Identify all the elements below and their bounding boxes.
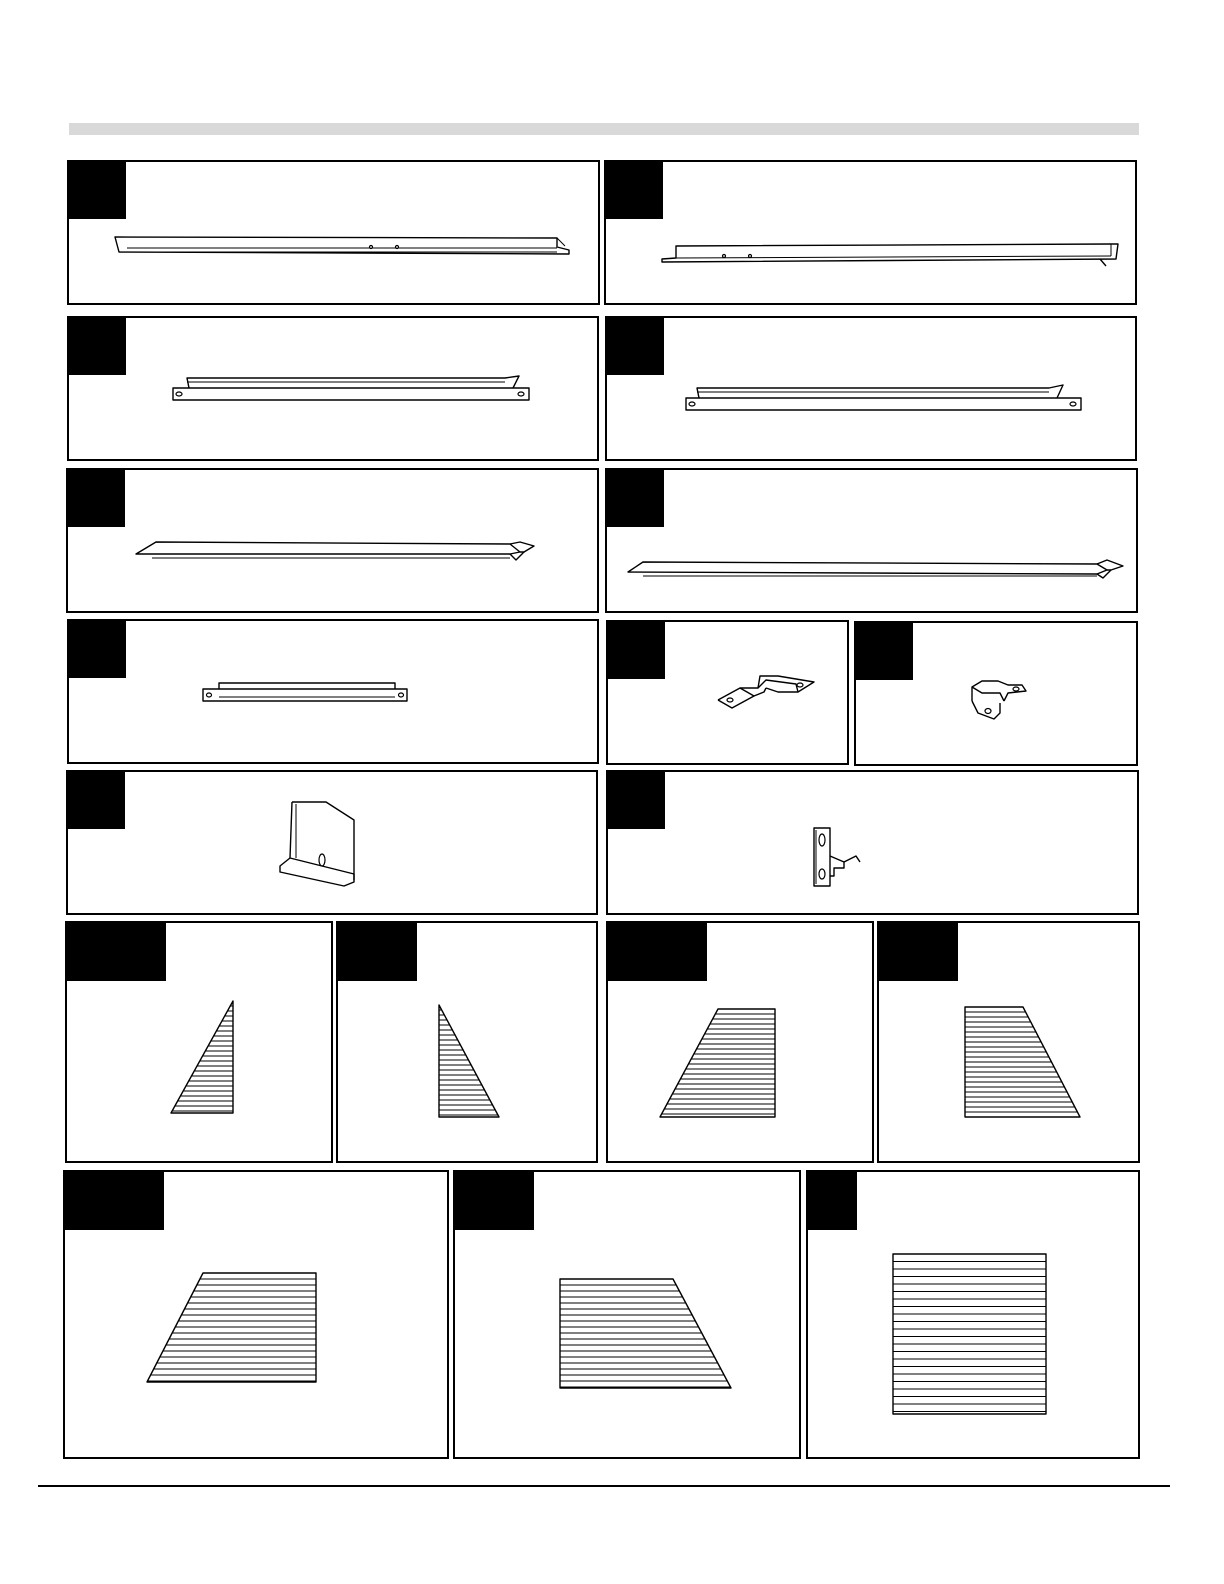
part-panel-triangle-left <box>336 921 598 1163</box>
part-panel-hook-clip <box>606 770 1139 915</box>
header-bar <box>69 123 1139 135</box>
part-panel-trapezoid-3 <box>63 1170 449 1459</box>
part-panel-gusset-plate <box>66 770 598 915</box>
rail-icon <box>69 162 602 307</box>
slotted-bar-icon <box>69 318 601 463</box>
gusset-icon <box>68 772 600 917</box>
z-bracket-icon <box>608 622 851 767</box>
part-panel-trapezoid-1 <box>606 921 874 1163</box>
part-panel-long-rail-1 <box>67 160 600 305</box>
hook-clip-icon <box>608 772 1141 917</box>
part-panel-z-bracket <box>606 620 849 765</box>
trapezoid-panel-icon <box>455 1172 803 1461</box>
part-panel-slotted-bar-1 <box>67 316 599 461</box>
part-panel-short-slotted-bar <box>67 619 599 764</box>
part-panel-corner-bracket <box>854 621 1138 766</box>
triangle-panel-icon <box>338 923 600 1165</box>
short-bar-icon <box>69 621 601 766</box>
part-panel-rectangle <box>806 1170 1140 1459</box>
part-panel-slotted-bar-2 <box>605 316 1137 461</box>
rectangle-panel-icon <box>808 1172 1142 1461</box>
trapezoid-panel-icon <box>879 923 1142 1165</box>
part-panel-trapezoid-2 <box>877 921 1140 1163</box>
angled-rail-icon <box>68 470 601 615</box>
rail-icon <box>606 162 1139 307</box>
angled-rail-icon <box>607 470 1140 615</box>
part-panel-angled-rail-2 <box>605 468 1138 613</box>
footer-rule <box>38 1485 1170 1487</box>
slotted-bar-icon <box>607 318 1139 463</box>
part-panel-angled-rail-1 <box>66 468 599 613</box>
triangle-panel-icon <box>67 923 335 1165</box>
part-panel-trapezoid-4 <box>453 1170 801 1459</box>
part-panel-long-rail-2 <box>604 160 1137 305</box>
part-panel-triangle-right <box>65 921 333 1163</box>
trapezoid-panel-icon <box>608 923 876 1165</box>
corner-bracket-icon <box>856 623 1140 768</box>
trapezoid-panel-icon <box>65 1172 451 1461</box>
